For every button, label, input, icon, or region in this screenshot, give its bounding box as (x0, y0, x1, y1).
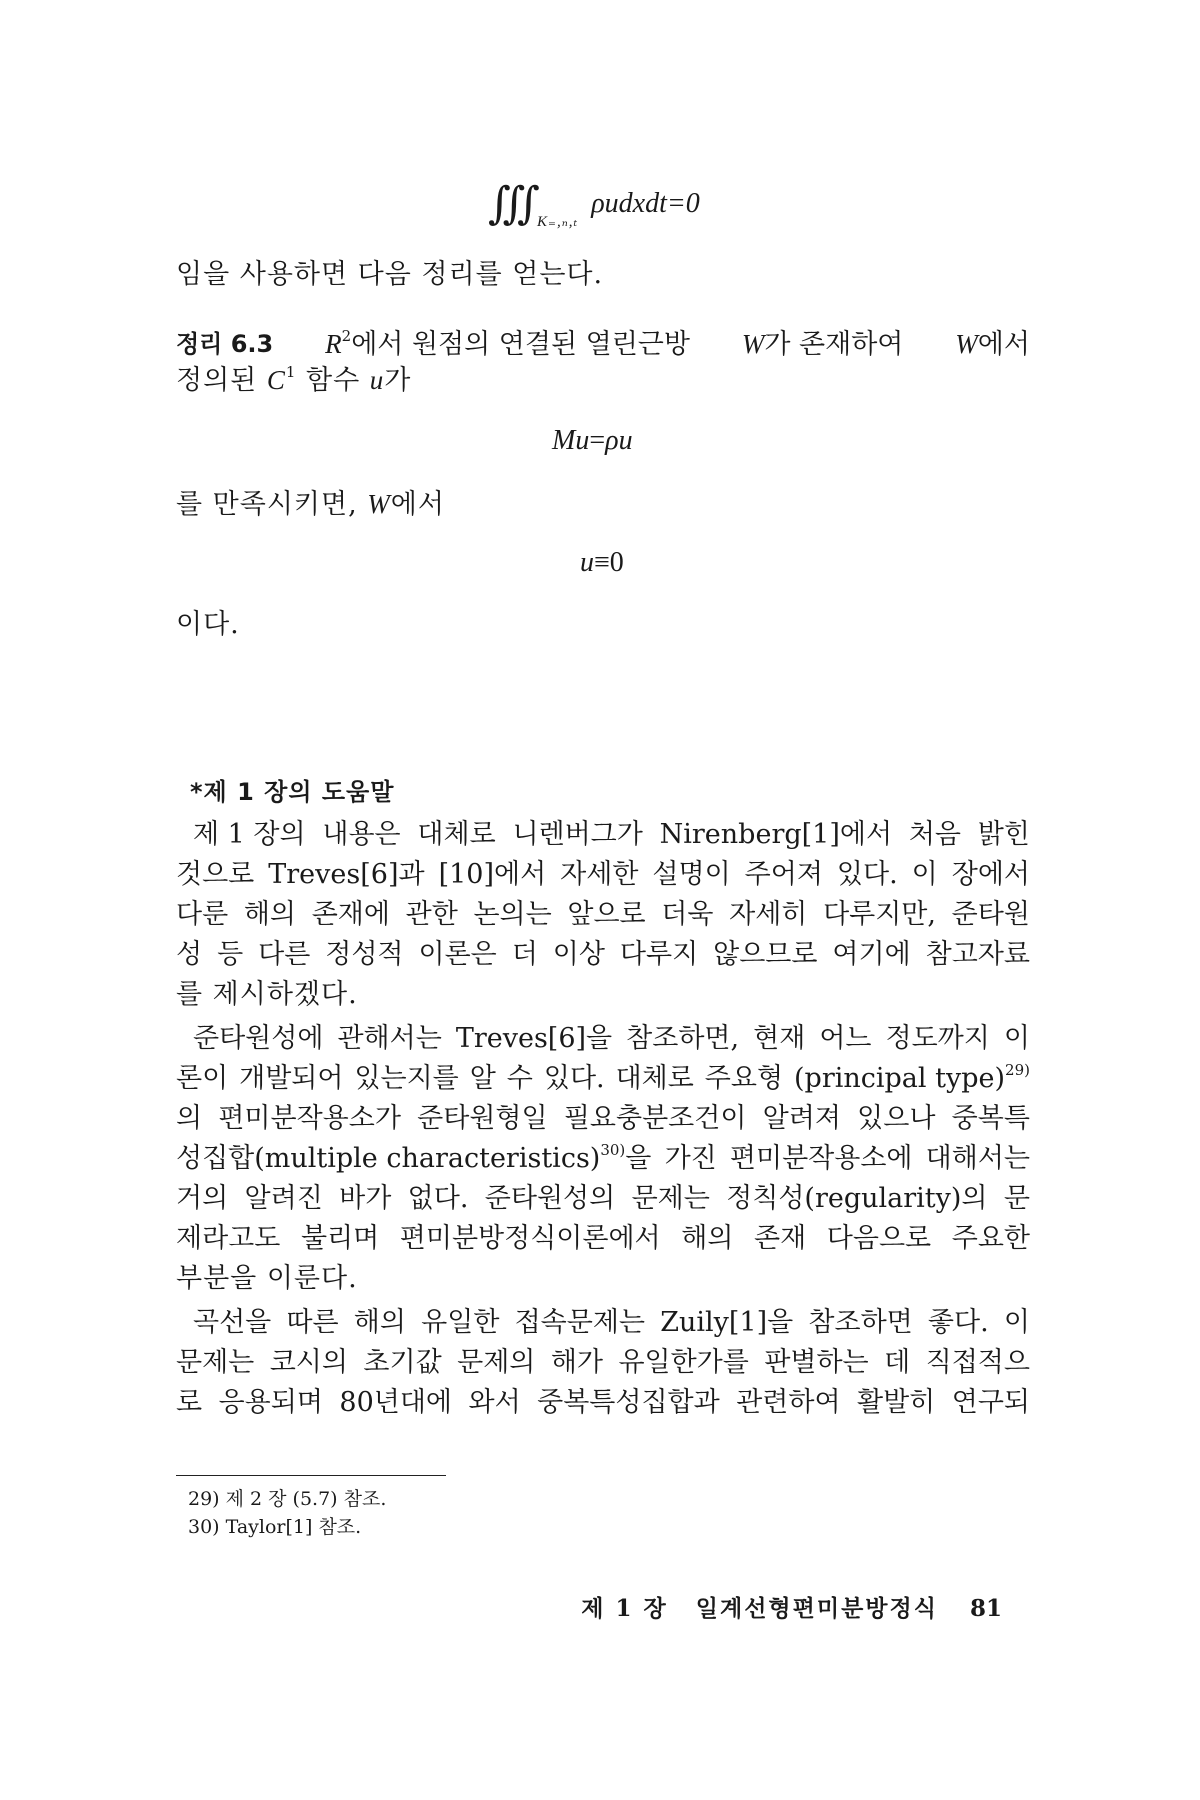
equation-u-identically-zero: u≡0 (580, 547, 624, 578)
word: 제 1 장의 (193, 819, 306, 850)
word: 있다. (836, 859, 898, 890)
word: 참조하면 (808, 1307, 913, 1338)
word: 존재 (754, 1223, 807, 1254)
word: 다른 (258, 939, 311, 970)
integral-expression: ρudxdt=0 (591, 188, 700, 219)
word: 것으로 (176, 859, 255, 890)
footnote-marker-29: 29) (1005, 1061, 1030, 1079)
theorem-line-1 (176, 327, 1030, 362)
word: Zuily[1]을 (660, 1307, 794, 1338)
footnote-divider (176, 1475, 446, 1476)
word: 불리며 (300, 1223, 380, 1254)
word: 참조하면, (626, 1023, 740, 1054)
word: 활발히 (857, 1387, 936, 1418)
word: 자세한 (560, 859, 639, 890)
word: 이론은 (418, 939, 497, 970)
word: 이 (1003, 1023, 1030, 1054)
word: 80년대에 (339, 1387, 452, 1418)
notes-line (176, 1182, 1030, 1216)
word: 관한 (405, 899, 458, 930)
word: 중복특성집합과 (537, 1387, 720, 1418)
word: 유일한가를 (618, 1347, 749, 1378)
word: 현재 (753, 1023, 806, 1054)
paragraph-line: 임을 사용하면 다음 정리를 얻는다. (176, 259, 604, 290)
word: 의 (176, 1103, 203, 1134)
word: 정도까지 (885, 1023, 990, 1054)
word: 등 (217, 939, 244, 970)
footer-title: 일계선형편미분방정식 (695, 1595, 938, 1622)
word: 니렌버그가 (512, 819, 643, 850)
word: 논의는 (473, 899, 552, 930)
word: 존재에 (311, 899, 390, 930)
word: 데 (884, 1347, 911, 1378)
word: 준타원성의 (484, 1183, 616, 1214)
word: 대체로 (417, 819, 496, 850)
notes-line (176, 898, 1030, 932)
word: 준타원 (951, 899, 1030, 930)
word: 문 (1003, 1183, 1030, 1214)
word: 문제의 (457, 1347, 536, 1378)
notes-line: 를 제시하겠다. (176, 979, 358, 1010)
notes-line (176, 1346, 1030, 1380)
word: 바가 (339, 1183, 392, 1214)
page-number: 81 (969, 1595, 1002, 1622)
theorem-label: 정리 6.3 (176, 330, 274, 358)
word: 다루지 (619, 939, 699, 970)
word: 해가 (550, 1347, 603, 1378)
word: 관련하여 (736, 1387, 841, 1418)
triple-integral-sign: ∭ (488, 179, 531, 228)
word: 밝힌 (977, 819, 1030, 850)
word: 와서 (468, 1387, 521, 1418)
word: 좋다. (927, 1307, 989, 1338)
footer-chapter: 제 1 장 (581, 1595, 668, 1622)
word: 관해서는 (337, 1023, 442, 1054)
word: 이 (911, 859, 938, 890)
word: 대체로 (615, 1063, 694, 1094)
word: 없다. (407, 1183, 469, 1214)
footnote-30: 30) Taylor[1] 참조. (188, 1516, 362, 1538)
notes-line (176, 938, 1030, 972)
word: 다루지만, (823, 899, 936, 930)
word: 접속문제는 (514, 1307, 646, 1338)
word: 편미분작용소에 (729, 1143, 913, 1174)
word: 따른 (286, 1307, 339, 1338)
word: 자세히 (729, 899, 808, 930)
word: 문제는 (176, 1347, 255, 1378)
word: 편미분작용소가 (218, 1103, 401, 1134)
notes-line: 부분을 이룬다. (176, 1263, 358, 1294)
notes-line (193, 1022, 1030, 1056)
word: 론이 (176, 1063, 229, 1094)
equation-triple-integral (488, 178, 700, 231)
theorem-text: W가 존재하여 (741, 329, 904, 360)
word: 가진 (664, 1143, 717, 1174)
word: 초기값 (363, 1347, 442, 1378)
word: 어느 (819, 1023, 872, 1054)
word: 해의 (243, 899, 297, 930)
word: 해의 (681, 1223, 734, 1254)
word: 준타원형일 (417, 1103, 548, 1134)
word: 처음 (908, 819, 961, 850)
word: Nirenberg[1]에서 (659, 819, 893, 850)
equation-mu-rho-u: Mu=ρu (552, 425, 633, 456)
word: 수 (506, 1063, 533, 1094)
word: 로 (176, 1387, 203, 1418)
word: 개발되어 (239, 1063, 344, 1094)
word: 거의 (176, 1183, 229, 1214)
word: 대해서는 (925, 1143, 1030, 1174)
word: 편미분방정식이론에서 (399, 1223, 661, 1254)
word: 앞으로 (567, 899, 646, 930)
theorem-text: W에서 (955, 329, 1030, 360)
footnote-29: 29) 제 2 장 (5.7) 참조. (188, 1488, 387, 1510)
chapter-notes-heading: *제 1 장의 도움말 (190, 778, 395, 806)
word: 코시의 (269, 1347, 348, 1378)
word: 다음으로 (826, 1223, 932, 1254)
word: 연구되 (951, 1387, 1030, 1418)
word: 더 (511, 939, 538, 970)
running-footer (581, 1590, 1002, 1623)
word: 판별하는 (764, 1347, 869, 1378)
notes-line (176, 1222, 1030, 1256)
word: 있으나 (857, 1103, 936, 1134)
notes-line (176, 1386, 1030, 1420)
theorem-line-2: 정의된 $C^1$ 함수 u가 (176, 363, 412, 396)
word: 알 (469, 1063, 496, 1094)
word: 있다. (543, 1063, 605, 1094)
footnote-marker-30: 30) (600, 1141, 626, 1159)
word: 알려져 (762, 1103, 841, 1134)
word: 장에서 (951, 859, 1030, 890)
word: 문제는 (631, 1183, 710, 1214)
word: 성 (176, 939, 203, 970)
notes-line: 론이 개발되어 있는지를 알 수 있다. 대체로 주요형 (principal type)$^{29)}$ (176, 1061, 1030, 1094)
word: 않으므로 (713, 939, 818, 970)
word: 여기에 (832, 939, 911, 970)
word: 정성적 (325, 939, 404, 970)
word: 내용은 (322, 819, 401, 850)
word: 이상 (552, 939, 605, 970)
word: Treves[6]과 (268, 859, 425, 890)
word: 응용되며 (218, 1387, 323, 1418)
word: 설명이 (652, 859, 731, 890)
word: 더욱 (661, 899, 714, 930)
integral-subscript: K₌,ₙ,ₜ (537, 214, 579, 230)
notes-line (193, 1306, 1030, 1340)
word: [10]에서 (438, 859, 547, 890)
word: 제라고도 (176, 1223, 281, 1254)
word: 주요형 (704, 1063, 784, 1094)
word: 알려진 (244, 1183, 323, 1214)
word: 필요충분조건이 (563, 1103, 747, 1134)
word: 정칙성(regularity)의 (726, 1183, 988, 1214)
word: 참고자료 (925, 939, 1030, 970)
notes-line (176, 1102, 1030, 1136)
notes-line (176, 858, 1030, 892)
word: 직접적으 (925, 1347, 1030, 1378)
word: 다룬 (176, 899, 229, 930)
word: 있는지를 (354, 1063, 459, 1094)
word: 준타원성에 (193, 1023, 324, 1054)
word: 곡선을 (193, 1307, 272, 1338)
notes-line: 성집합(multiple characteristics)$^{30)}$을 가진 편미분작용소에 대해서는 (176, 1141, 1030, 1174)
word: 해의 (353, 1307, 406, 1338)
word: 이 (1003, 1307, 1030, 1338)
word: 주요한 (951, 1223, 1030, 1254)
word: 중복특 (951, 1103, 1030, 1134)
notes-line (193, 818, 1030, 852)
theorem-text: $R^2$에서 원점의 연결된 열린근방 (325, 327, 690, 360)
word: 주어져 (744, 859, 823, 890)
paragraph-line: 이다. (176, 609, 240, 640)
paragraph-line: 를 만족시키면, W에서 (176, 489, 445, 520)
word: Treves[6]을 (455, 1023, 613, 1054)
word: 유일한 (421, 1307, 500, 1338)
